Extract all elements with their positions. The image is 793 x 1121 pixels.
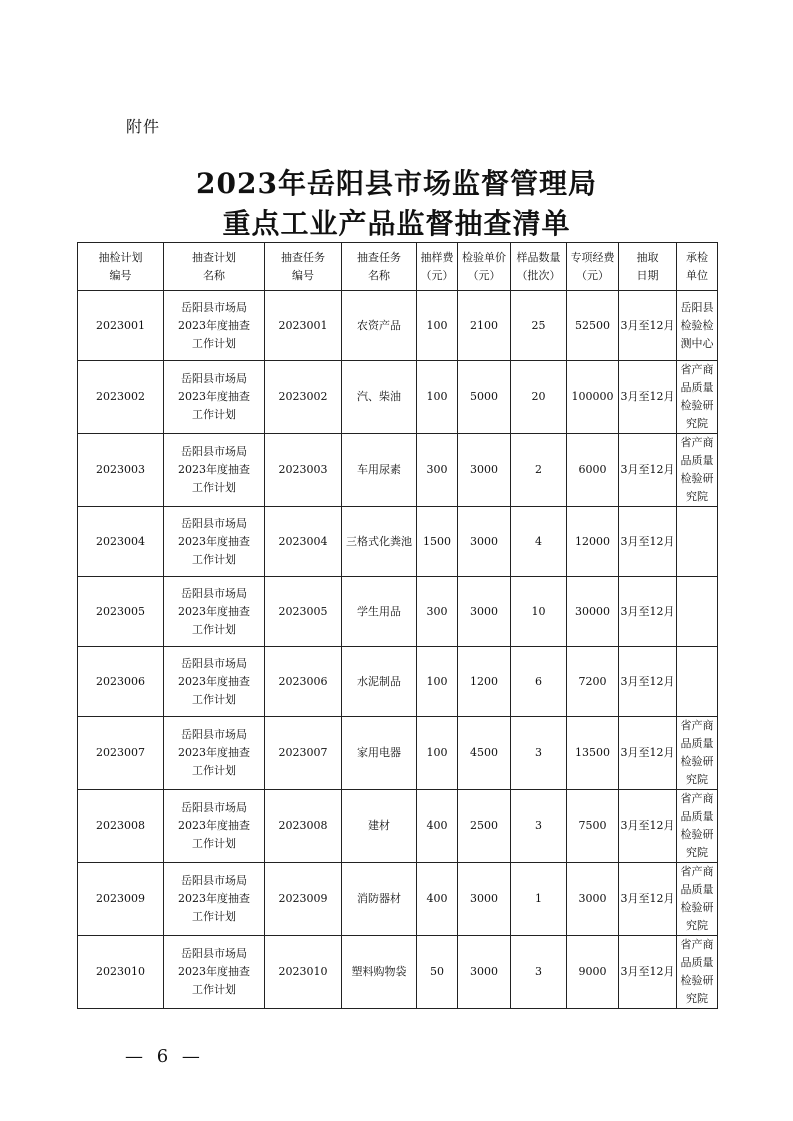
cell-task-name: 家用电器	[342, 717, 417, 790]
cell-lab	[677, 647, 718, 717]
cell-unit-price: 3000	[458, 863, 511, 936]
cell-date: 3月至12月	[619, 577, 677, 647]
cell-lab: 省产商品质量 检验研究院	[677, 361, 718, 434]
cell-lab: 省产商品质量 检验研究院	[677, 790, 718, 863]
cell-quantity: 6	[511, 647, 567, 717]
cell-budget: 100000	[567, 361, 619, 434]
header-lab: 承检 单位	[677, 243, 718, 291]
cell-task-no: 2023005	[265, 577, 342, 647]
cell-task-name: 建材	[342, 790, 417, 863]
cell-task-no: 2023007	[265, 717, 342, 790]
cell-date: 3月至12月	[619, 863, 677, 936]
cell-task-name: 农资产品	[342, 291, 417, 361]
cell-plan-name: 岳阳县市场局 2023年度抽查 工作计划	[164, 361, 265, 434]
table-row	[78, 507, 718, 577]
header-task-no: 抽查任务 编号	[265, 243, 342, 291]
cell-unit-price: 3000	[458, 577, 511, 647]
cell-sampling-fee: 100	[417, 291, 458, 361]
cell-sampling-fee: 300	[417, 434, 458, 507]
cell-plan-name: 岳阳县市场局 2023年度抽查 工作计划	[164, 863, 265, 936]
header-date: 抽取 日期	[619, 243, 677, 291]
cell-unit-price: 4500	[458, 717, 511, 790]
cell-plan-no: 2023006	[78, 647, 164, 717]
cell-task-no: 2023010	[265, 936, 342, 1009]
cell-plan-no: 2023009	[78, 863, 164, 936]
header-unit-price: 检验单价 （元）	[458, 243, 511, 291]
cell-lab: 岳阳县检验检 测中心	[677, 291, 718, 361]
cell-budget: 52500	[567, 291, 619, 361]
cell-budget: 12000	[567, 507, 619, 577]
cell-task-no: 2023009	[265, 863, 342, 936]
cell-date: 3月至12月	[619, 507, 677, 577]
cell-unit-price: 2500	[458, 790, 511, 863]
page-title-line2: 重点工业产品监督抽查清单	[222, 207, 571, 240]
cell-lab: 省产商品质量 检验研究院	[677, 717, 718, 790]
cell-unit-price: 1200	[458, 647, 511, 717]
table-row	[78, 936, 718, 1009]
cell-sampling-fee: 100	[417, 361, 458, 434]
cell-task-name: 塑料购物袋	[342, 936, 417, 1009]
cell-quantity: 3	[511, 790, 567, 863]
cell-budget: 7500	[567, 790, 619, 863]
header-sampling-fee: 抽样费 （元）	[417, 243, 458, 291]
cell-budget: 9000	[567, 936, 619, 1009]
cell-plan-no: 2023010	[78, 936, 164, 1009]
cell-quantity: 1	[511, 863, 567, 936]
attachment-label: 附件	[126, 117, 161, 136]
cell-date: 3月至12月	[619, 647, 677, 717]
cell-plan-no: 2023003	[78, 434, 164, 507]
cell-budget: 7200	[567, 647, 619, 717]
cell-quantity: 4	[511, 507, 567, 577]
cell-task-no: 2023003	[265, 434, 342, 507]
cell-plan-name: 岳阳县市场局 2023年度抽查 工作计划	[164, 717, 265, 790]
cell-unit-price: 3000	[458, 507, 511, 577]
table-row	[78, 577, 718, 647]
cell-budget: 13500	[567, 717, 619, 790]
header-quantity: 样品数量 （批次）	[511, 243, 567, 291]
cell-plan-name: 岳阳县市场局 2023年度抽查 工作计划	[164, 291, 265, 361]
cell-plan-name: 岳阳县市场局 2023年度抽查 工作计划	[164, 577, 265, 647]
cell-quantity: 25	[511, 291, 567, 361]
cell-task-no: 2023008	[265, 790, 342, 863]
cell-lab: 省产商品质量 检验研究院	[677, 434, 718, 507]
cell-plan-name: 岳阳县市场局 2023年度抽查 工作计划	[164, 434, 265, 507]
cell-quantity: 3	[511, 936, 567, 1009]
cell-task-no: 2023001	[265, 291, 342, 361]
cell-sampling-fee: 400	[417, 790, 458, 863]
cell-quantity: 2	[511, 434, 567, 507]
cell-sampling-fee: 100	[417, 647, 458, 717]
cell-plan-no: 2023007	[78, 717, 164, 790]
cell-budget: 3000	[567, 863, 619, 936]
cell-budget: 6000	[567, 434, 619, 507]
cell-date: 3月至12月	[619, 291, 677, 361]
cell-date: 3月至12月	[619, 936, 677, 1009]
cell-task-name: 水泥制品	[342, 647, 417, 717]
cell-quantity: 10	[511, 577, 567, 647]
cell-unit-price: 5000	[458, 361, 511, 434]
header-plan-name: 抽查计划 名称	[164, 243, 265, 291]
cell-task-name: 汽、柴油	[342, 361, 417, 434]
cell-plan-no: 2023008	[78, 790, 164, 863]
cell-task-no: 2023004	[265, 507, 342, 577]
cell-date: 3月至12月	[619, 434, 677, 507]
cell-budget: 30000	[567, 577, 619, 647]
cell-plan-no: 2023002	[78, 361, 164, 434]
header-plan-no: 抽检计划 编号	[78, 243, 164, 291]
cell-task-name: 车用尿素	[342, 434, 417, 507]
cell-plan-no: 2023005	[78, 577, 164, 647]
table-row	[78, 717, 718, 790]
cell-quantity: 3	[511, 717, 567, 790]
cell-task-name: 消防器材	[342, 863, 417, 936]
table-row	[78, 647, 718, 717]
header-task-name: 抽查任务 名称	[342, 243, 417, 291]
cell-task-no: 2023002	[265, 361, 342, 434]
table-row	[78, 291, 718, 361]
cell-plan-no: 2023001	[78, 291, 164, 361]
cell-lab: 省产商品质量 检验研究院	[677, 936, 718, 1009]
cell-task-name: 学生用品	[342, 577, 417, 647]
cell-date: 3月至12月	[619, 717, 677, 790]
cell-unit-price: 3000	[458, 434, 511, 507]
cell-unit-price: 2100	[458, 291, 511, 361]
cell-task-no: 2023006	[265, 647, 342, 717]
cell-sampling-fee: 400	[417, 863, 458, 936]
table-row	[78, 434, 718, 507]
cell-sampling-fee: 100	[417, 717, 458, 790]
cell-plan-name: 岳阳县市场局 2023年度抽查 工作计划	[164, 790, 265, 863]
cell-plan-name: 岳阳县市场局 2023年度抽查 工作计划	[164, 647, 265, 717]
cell-unit-price: 3000	[458, 936, 511, 1009]
cell-lab	[677, 577, 718, 647]
cell-date: 3月至12月	[619, 361, 677, 434]
table-row	[78, 790, 718, 863]
cell-plan-name: 岳阳县市场局 2023年度抽查 工作计划	[164, 507, 265, 577]
cell-lab: 省产商品质量 检验研究院	[677, 863, 718, 936]
cell-task-name: 三格式化粪池	[342, 507, 417, 577]
header-budget: 专项经费 （元）	[567, 243, 619, 291]
inspection-table	[77, 242, 718, 1009]
table-row	[78, 361, 718, 434]
cell-date: 3月至12月	[619, 790, 677, 863]
table-row	[78, 863, 718, 936]
cell-lab	[677, 507, 718, 577]
cell-plan-name: 岳阳县市场局 2023年度抽查 工作计划	[164, 936, 265, 1009]
cell-sampling-fee: 50	[417, 936, 458, 1009]
table-header-row	[78, 243, 718, 291]
page-title-line1: 2023年岳阳县市场监督管理局	[196, 167, 597, 200]
cell-sampling-fee: 1500	[417, 507, 458, 577]
page-number: — 6 —	[125, 1046, 204, 1067]
cell-quantity: 20	[511, 361, 567, 434]
cell-plan-no: 2023004	[78, 507, 164, 577]
cell-sampling-fee: 300	[417, 577, 458, 647]
